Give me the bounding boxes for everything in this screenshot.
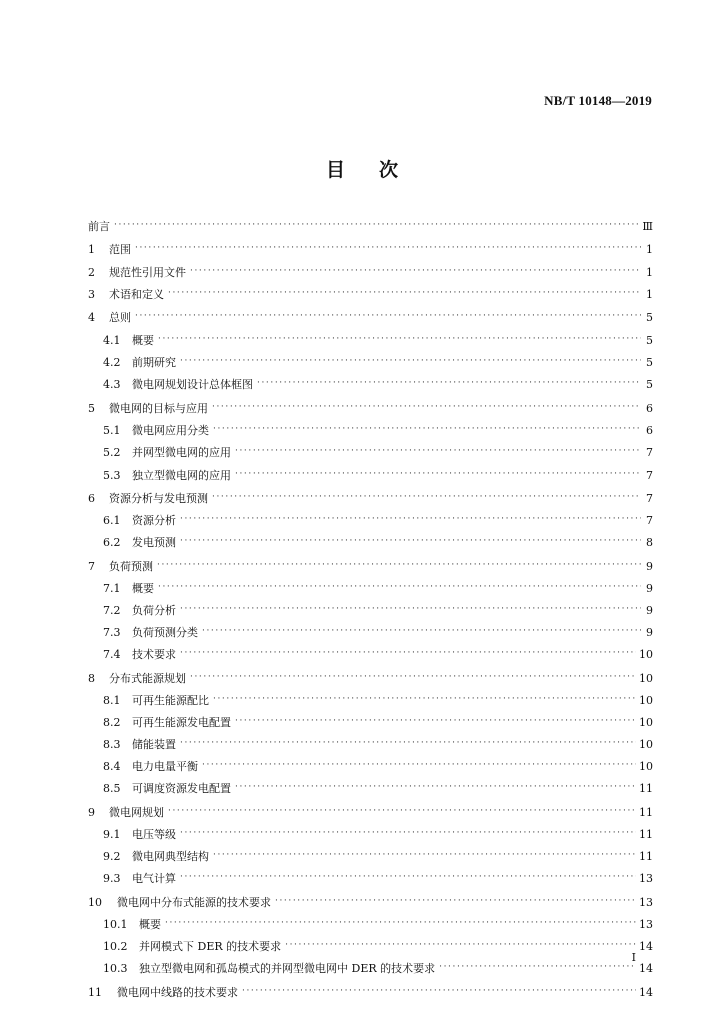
toc-entry-number: 8.1	[103, 693, 121, 707]
toc-entry[interactable]	[88, 284, 653, 304]
toc-entry-page: 1	[646, 287, 653, 301]
toc-entry-number: 6.1	[103, 513, 121, 527]
toc-entry-page: 7	[646, 513, 653, 527]
toc-entry-page: 13	[639, 917, 653, 931]
dot-leader	[158, 334, 641, 346]
toc-entry[interactable]	[88, 532, 653, 552]
toc-entry[interactable]	[88, 488, 653, 508]
dot-leader	[235, 469, 641, 481]
toc-entry-title: 微电网规划设计总体框图	[132, 378, 253, 391]
toc-entry-page: 7	[646, 445, 653, 459]
toc-entry-title: 微电网中线路的技术要求	[117, 986, 238, 999]
toc-entry-number: 8	[88, 671, 95, 685]
toc-entry-title: 微电网典型结构	[132, 850, 209, 863]
page-title	[0, 155, 724, 182]
dot-leader	[180, 828, 636, 840]
toc-entry-number: 6	[88, 491, 95, 505]
toc-entry[interactable]	[88, 846, 653, 866]
toc-entry-title: 可再生能源配比	[132, 694, 209, 707]
toc-entry[interactable]	[88, 510, 653, 530]
toc-entry-title: 概要	[132, 334, 154, 347]
dot-leader	[190, 266, 641, 278]
toc-entry[interactable]	[88, 398, 653, 418]
dot-leader	[190, 672, 636, 684]
dot-leader	[212, 492, 641, 504]
toc-entry-title: 技术要求	[132, 648, 176, 661]
toc-entry[interactable]	[88, 352, 653, 372]
toc-entry-number: 4.3	[103, 377, 121, 391]
dot-leader	[235, 716, 636, 728]
toc-entry[interactable]	[88, 824, 653, 844]
toc-entry-number: 10.1	[103, 917, 128, 931]
toc-entry-number: 9	[88, 805, 95, 819]
dot-leader	[157, 560, 641, 572]
toc-entry[interactable]	[88, 914, 653, 934]
toc-entry-number: 8.5	[103, 781, 121, 795]
toc-entry-title: 微电网应用分类	[132, 424, 209, 437]
dot-leader	[180, 648, 636, 660]
toc-entry-page: 7	[646, 491, 653, 505]
toc-entry-number: 7.2	[103, 603, 121, 617]
toc-entry-page: 9	[646, 625, 653, 639]
toc-entry-title: 前期研究	[132, 356, 176, 369]
toc-entry[interactable]	[88, 307, 653, 327]
toc-entry[interactable]	[88, 622, 653, 642]
toc-entry-title: 资源分析与发电预测	[109, 492, 208, 505]
toc-entry-title: 并网模式下 DER 的技术要求	[139, 940, 282, 953]
toc-entry[interactable]	[88, 690, 653, 710]
toc-entry[interactable]	[88, 734, 653, 754]
toc-entry[interactable]	[88, 712, 653, 732]
toc-entry[interactable]	[88, 556, 653, 576]
toc-entry-number: 9.1	[103, 827, 121, 841]
toc-entry-number: 6.2	[103, 535, 121, 549]
toc-entry-page: 11	[639, 827, 653, 841]
toc-entry-page: 6	[646, 423, 653, 437]
toc-entry-page: 5	[646, 310, 653, 324]
toc-entry[interactable]	[88, 578, 653, 598]
dot-leader	[213, 424, 641, 436]
toc-entry-page: 10	[639, 737, 653, 751]
toc-entry-title: 规范性引用文件	[109, 266, 186, 279]
toc-entry-number: 4	[88, 310, 95, 324]
toc-entry-number: 10.3	[103, 961, 128, 975]
toc-entry-page: 1	[646, 265, 653, 279]
dot-leader	[202, 760, 636, 772]
dot-leader	[202, 626, 641, 638]
dot-leader	[213, 694, 636, 706]
toc-entry-number: 5.1	[103, 423, 121, 437]
toc-entry-page: 11	[639, 805, 653, 819]
toc-entry-title: 可再生能源发电配置	[132, 716, 231, 729]
toc-entry[interactable]	[88, 802, 653, 822]
toc-entry-title: 发电预测	[132, 536, 176, 549]
toc-entry-page: 6	[646, 401, 653, 415]
toc-entry-title: 概要	[139, 918, 161, 931]
toc-entry-page: 1	[646, 242, 653, 256]
toc-entry-number: 2	[88, 265, 95, 279]
toc-entry-page: Ⅲ	[642, 219, 653, 233]
toc-entry-page: 10	[639, 647, 653, 661]
dot-leader	[285, 940, 636, 952]
toc-entry-number: 5.2	[103, 445, 121, 459]
toc-entry-number: 8.4	[103, 759, 121, 773]
toc-entry-page: 11	[639, 849, 653, 863]
toc-entry-title: 负荷预测分类	[132, 626, 198, 639]
dot-leader	[114, 220, 639, 232]
toc-entry-number: 7.3	[103, 625, 121, 639]
toc-entry[interactable]	[88, 420, 653, 440]
toc-entry[interactable]	[88, 239, 653, 259]
toc-entry[interactable]	[88, 330, 653, 350]
toc-entry-number: 5.3	[103, 468, 121, 482]
toc-entry-title: 可调度资源发电配置	[132, 782, 231, 795]
toc-entry-number: 7.4	[103, 647, 121, 661]
toc-entry-page: 13	[639, 871, 653, 885]
toc-entry-title: 术语和定义	[109, 288, 164, 301]
toc-entry[interactable]	[88, 778, 653, 798]
dot-leader	[158, 582, 641, 594]
toc-entry-title: 负荷分析	[132, 604, 176, 617]
toc-entry-page: 5	[646, 333, 653, 347]
toc-entry-page: 14	[639, 939, 653, 953]
dot-leader	[168, 288, 641, 300]
toc-entry-page: 9	[646, 603, 653, 617]
dot-leader	[165, 918, 636, 930]
toc-entry-page: 10	[639, 759, 653, 773]
toc-entry-number: 3	[88, 287, 95, 301]
dot-leader	[180, 356, 641, 368]
toc-entry-number: 10	[88, 895, 102, 909]
dot-leader	[257, 378, 641, 390]
dot-leader	[242, 986, 636, 998]
toc-entry[interactable]	[88, 982, 653, 1002]
toc-entry-number: 9.3	[103, 871, 121, 885]
toc-entry-title: 微电网规划	[109, 806, 164, 819]
toc-entry[interactable]	[88, 936, 653, 956]
toc-entry-title: 范围	[109, 243, 131, 256]
dot-leader	[180, 738, 636, 750]
toc-entry[interactable]	[88, 600, 653, 620]
dot-leader	[135, 311, 641, 323]
toc-entry-page: 9	[646, 581, 653, 595]
toc-entry-number: 4.2	[103, 355, 121, 369]
toc-entry-number: 11	[88, 985, 102, 999]
toc-entry-number: 5	[88, 401, 95, 415]
toc-entry-number: 4.1	[103, 333, 121, 347]
dot-leader	[135, 243, 641, 255]
toc-entry-title: 独立型微电网和孤岛模式的并网型微电网中 DER 的技术要求	[139, 962, 436, 975]
toc-entry-page: 10	[639, 671, 653, 685]
toc-entry[interactable]	[88, 756, 653, 776]
dot-leader	[235, 446, 641, 458]
toc-entry-title: 前言	[88, 220, 110, 233]
toc-entry[interactable]	[88, 644, 653, 664]
dot-leader	[168, 806, 636, 818]
toc-entry-title: 负荷预测	[109, 560, 153, 573]
toc-entry[interactable]	[88, 892, 653, 912]
toc-entry-number: 1	[88, 242, 95, 256]
toc-entry-page: 10	[639, 715, 653, 729]
toc-entry-title: 电压等级	[132, 828, 176, 841]
page-folio: I	[631, 951, 636, 964]
dot-leader	[180, 514, 641, 526]
toc-entry-title: 分布式能源规划	[109, 672, 186, 685]
dot-leader	[180, 872, 636, 884]
toc-entry-page: 13	[639, 895, 653, 909]
toc-entry-number: 8.2	[103, 715, 121, 729]
toc-entry-page: 5	[646, 355, 653, 369]
standard-code: NB/T 10148—2019	[544, 93, 652, 108]
dot-leader	[180, 536, 641, 548]
dot-leader	[439, 962, 636, 974]
toc-entry[interactable]	[88, 958, 653, 978]
toc-entry-title: 总则	[109, 311, 131, 324]
toc-entry-page: 5	[646, 377, 653, 391]
toc-entry-title: 独立型微电网的应用	[132, 469, 231, 482]
toc-entry-title: 微电网的目标与应用	[109, 402, 208, 415]
toc-entry-title: 微电网中分布式能源的技术要求	[117, 896, 271, 909]
toc-entry[interactable]	[88, 442, 653, 462]
toc-entry-page: 8	[646, 535, 653, 549]
dot-leader	[235, 782, 636, 794]
toc-entry-number: 8.3	[103, 737, 121, 751]
toc-entry-title: 电力电量平衡	[132, 760, 198, 773]
toc-entry-title: 资源分析	[132, 514, 176, 527]
toc-entry-page: 14	[639, 985, 653, 999]
toc-entry[interactable]	[88, 262, 653, 282]
dot-leader	[180, 604, 641, 616]
toc-entry-number: 7.1	[103, 581, 121, 595]
toc-entry-page: 9	[646, 559, 653, 573]
toc-entry-number: 7	[88, 559, 95, 573]
toc-entry[interactable]	[88, 465, 653, 485]
toc-entry-title: 概要	[132, 582, 154, 595]
title-char-1: 目	[325, 159, 345, 181]
dot-leader	[213, 850, 636, 862]
dot-leader	[212, 402, 641, 414]
toc-entry-title: 储能装置	[132, 738, 176, 751]
toc-entry[interactable]	[88, 668, 653, 688]
toc-entry-page: 7	[646, 468, 653, 482]
toc-entry-number: 9.2	[103, 849, 121, 863]
title-char-2: 次	[379, 159, 399, 181]
toc-entry[interactable]	[88, 374, 653, 394]
toc-entry-number: 10.2	[103, 939, 128, 953]
toc-entry-page: 14	[639, 961, 653, 975]
dot-leader	[275, 896, 636, 908]
toc-entry-page: 11	[639, 781, 653, 795]
toc-entry-page: 10	[639, 693, 653, 707]
toc-entry[interactable]	[88, 868, 653, 888]
toc-entry-title: 电气计算	[132, 872, 176, 885]
toc-entry-title: 并网型微电网的应用	[132, 446, 231, 459]
toc-entry[interactable]	[88, 216, 653, 236]
